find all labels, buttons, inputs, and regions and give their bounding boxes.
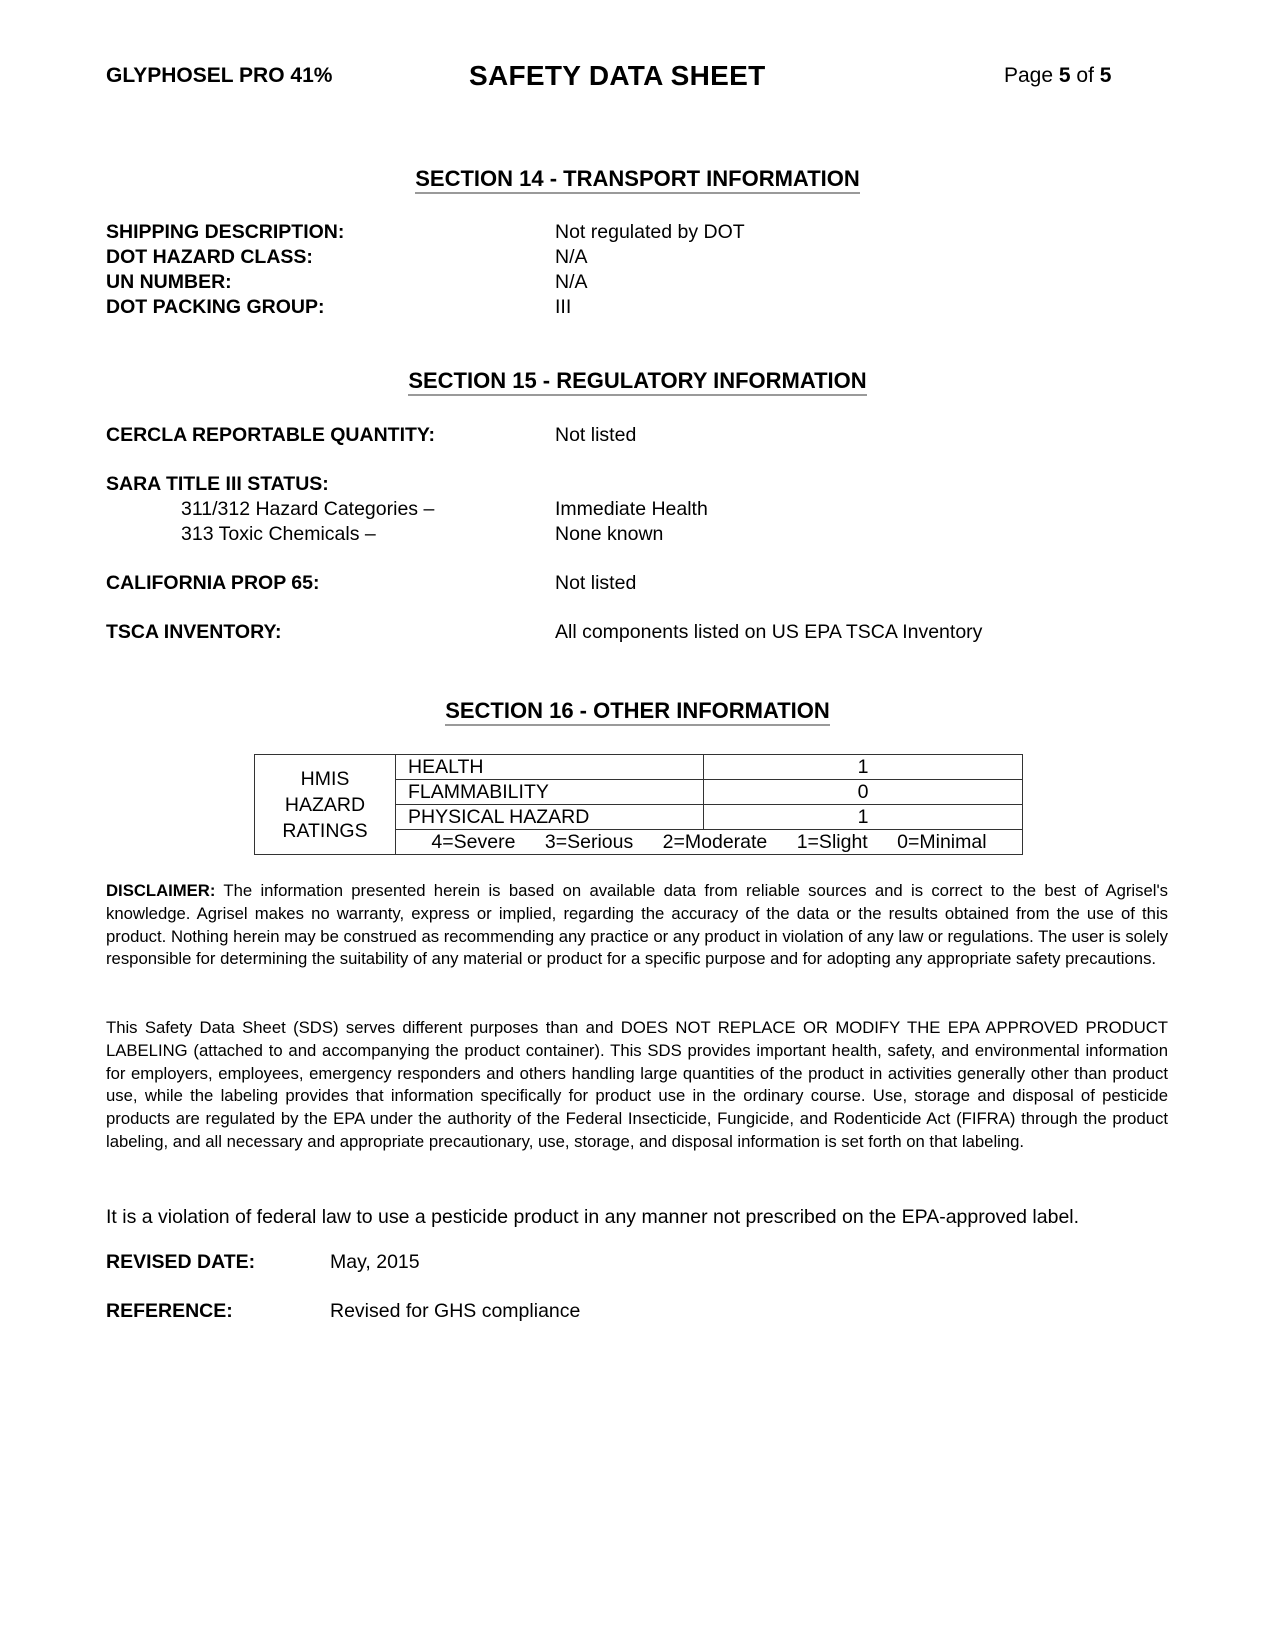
sara-row xyxy=(106,472,1176,497)
transport-row xyxy=(106,270,1176,295)
hmis-scale-item: 2=Moderate xyxy=(662,831,768,853)
hmis-row xyxy=(255,755,1023,780)
dot-packing-group-label: DOT PACKING GROUP: xyxy=(106,296,325,318)
sara-item-row xyxy=(106,497,1176,522)
cercla-label: CERCLA REPORTABLE QUANTITY: xyxy=(106,424,435,446)
page-indicator xyxy=(1004,64,1111,88)
hmis-scale-item: 4=Severe xyxy=(431,831,516,853)
section-14-heading: SECTION 14 - TRANSPORT INFORMATION xyxy=(0,166,1275,192)
prop65-row xyxy=(106,571,1176,596)
page-of: of xyxy=(1076,64,1094,87)
tsca-value: All components listed on US EPA TSCA Inventory xyxy=(555,621,983,643)
dot-hazard-class-label: DOT HAZARD CLASS: xyxy=(106,246,313,268)
sara-toxic-chemicals-label: 313 Toxic Chemicals – xyxy=(181,523,376,545)
tsca-label: TSCA INVENTORY: xyxy=(106,621,282,643)
hmis-label-line: HMIS xyxy=(300,767,350,790)
hmis-category: HEALTH xyxy=(396,755,704,780)
page-current: 5 xyxy=(1058,64,1071,87)
page-prefix: Page xyxy=(1004,64,1054,87)
hmis-label-line: RATINGS xyxy=(282,819,368,842)
prop65-label: CALIFORNIA PROP 65: xyxy=(106,572,320,594)
transport-row xyxy=(106,245,1176,270)
dot-hazard-class-value: N/A xyxy=(555,246,588,268)
hmis-label-line: HAZARD xyxy=(284,793,366,816)
revised-date-value: May, 2015 xyxy=(330,1251,420,1273)
transport-row xyxy=(106,295,1176,320)
section-16-heading: SECTION 16 - OTHER INFORMATION xyxy=(0,698,1275,724)
transport-row xyxy=(106,220,1176,245)
sds-purpose-paragraph: This Safety Data Sheet (SDS) serves different purposes than and DOES NOT REPLACE OR MODIFY THE EPA APPROVED PRODUCT LABELING (attached to and accompanying the product container). This SDS provides important health, safety, and environmental information for employers, employees, emergency responders and others handling large quantities of the product in activities generally other than product use, while the labeling provides that information specifically for product use in the ordinary course. Use, storage and disposal of pesticide products are regulated by the EPA under the authority of the Federal Insecticide, Fungicide, and Rodenticide Act (FIFRA) through the product labeling, and all necessary and appropriate precautionary, use, storage, and disposal information is set forth on that labeling. xyxy=(106,1018,1168,1151)
tsca-row xyxy=(106,620,1176,645)
hmis-category: PHYSICAL HAZARD xyxy=(396,805,704,830)
sara-label: SARA TITLE III STATUS: xyxy=(106,473,329,495)
page-total: 5 xyxy=(1099,64,1112,87)
hmis-rating: 1 xyxy=(704,805,1023,830)
sara-item-row xyxy=(106,522,1176,547)
un-number-value: N/A xyxy=(555,271,588,293)
section-15-heading: SECTION 15 - REGULATORY INFORMATION xyxy=(0,368,1275,394)
hmis-rating: 1 xyxy=(704,755,1023,780)
hmis-table xyxy=(254,754,1023,855)
hmis-scale-item: 0=Minimal xyxy=(897,831,987,853)
disclaimer-text: The information presented herein is based on available data from reliable sources and is correct to the best of Agrisel's knowledge. Agrisel makes no warranty, express or implied, regarding the accuracy of the data or the results obtained from the use of this product. Nothing herein may be construed as recommending any practice or any product in violation of any law or regulations. The user is solely responsible for determining the suitability of any material or product for a specific purpose and for adopting any appropriate safety precautions. xyxy=(106,881,1168,969)
disclaimer-label: DISCLAIMER: xyxy=(106,881,216,900)
sara-toxic-chemicals-value: None known xyxy=(555,523,664,545)
reference-label: REFERENCE: xyxy=(106,1300,233,1322)
disclaimer-paragraph xyxy=(106,880,1168,971)
reference-value: Revised for GHS compliance xyxy=(330,1300,581,1322)
shipping-description-label: SHIPPING DESCRIPTION: xyxy=(106,221,345,243)
sara-hazard-categories-value: Immediate Health xyxy=(555,498,708,520)
hmis-rating: 0 xyxy=(704,780,1023,805)
document-title: SAFETY DATA SHEET xyxy=(469,60,766,91)
dot-packing-group-value: III xyxy=(555,296,572,318)
un-number-label: UN NUMBER: xyxy=(106,271,232,293)
product-name: GLYPHOSEL PRO 41% xyxy=(106,64,333,87)
hmis-scale-item: 1=Slight xyxy=(796,831,868,853)
hmis-scale-item: 3=Serious xyxy=(544,831,634,853)
revised-date-label: REVISED DATE: xyxy=(106,1251,256,1273)
hmis-category: FLAMMABILITY xyxy=(396,780,704,805)
hmis-label-cell xyxy=(255,755,396,855)
hmis-scale-legend xyxy=(396,830,1023,855)
federal-law-notice: It is a violation of federal law to use a pesticide product in any manner not prescribed on the EPA-approved label. xyxy=(106,1206,1080,1228)
prop65-value: Not listed xyxy=(555,572,637,594)
sara-hazard-categories-label: 311/312 Hazard Categories – xyxy=(181,498,435,520)
cercla-row xyxy=(106,423,1176,448)
shipping-description-value: Not regulated by DOT xyxy=(555,221,745,243)
cercla-value: Not listed xyxy=(555,424,637,446)
